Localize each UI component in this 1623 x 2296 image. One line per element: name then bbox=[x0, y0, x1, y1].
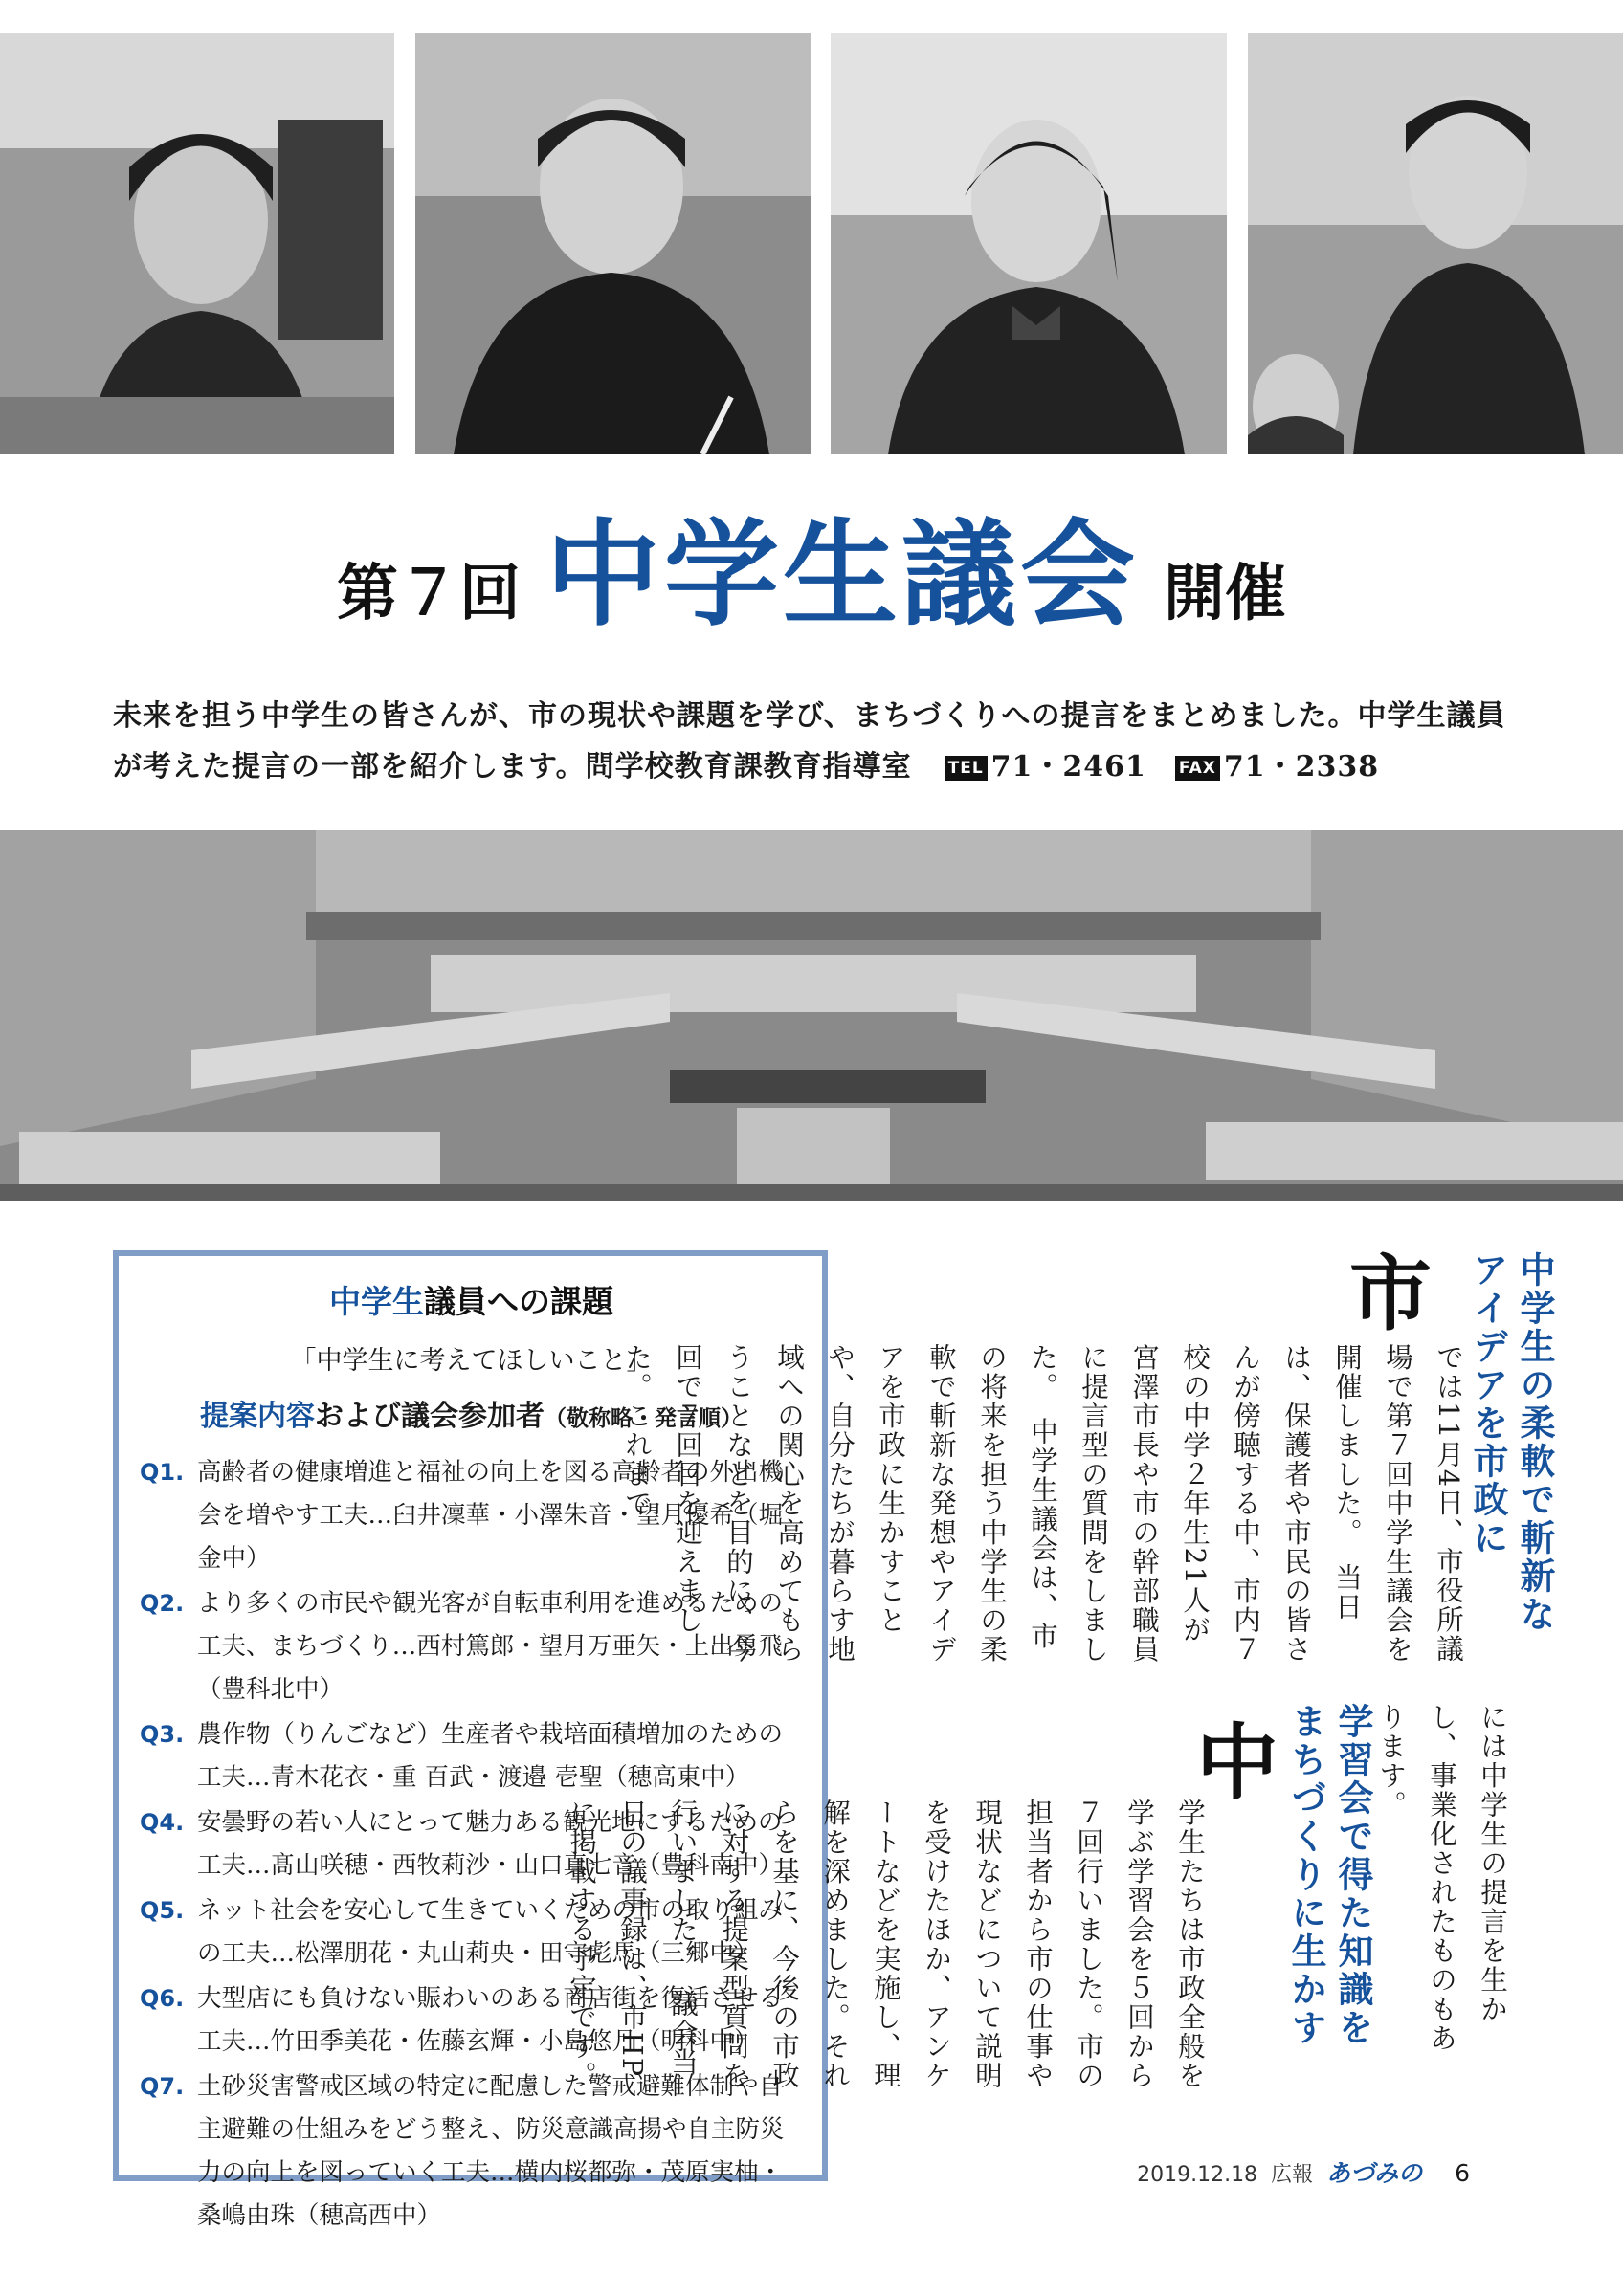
article1-drop-cap: 市 bbox=[1349, 1246, 1432, 1342]
question-text: より多くの市民や観光客が自転車利用を進めるための工夫、まちづくり…西村篤郎・望月万亜矢・上出勇飛（豊科北中） bbox=[197, 1589, 784, 1704]
question-text: 安曇野の若い人にとって魅力ある観光地にするための工夫…髙山咲穂・西牧莉沙・山口真七音（豊科南中） bbox=[197, 1808, 784, 1880]
list-item bbox=[140, 2065, 803, 2238]
question-box-heading-rest: 議員への課題 bbox=[424, 1283, 613, 1320]
question-box-heading-blue: 中学生 bbox=[329, 1283, 424, 1320]
intro-text: 未来を担う中学生の皆さんが、市の現状や課題を学び、まちづくりへの提言をまとめました。中学生議員が考えた提言の一部を紹介します。問学校教育課教育指導室 bbox=[113, 699, 1506, 784]
question-box-heading bbox=[140, 1277, 803, 1322]
question-number: Q3. bbox=[140, 1721, 185, 1748]
list-item bbox=[140, 1713, 803, 1799]
intro-paragraph bbox=[113, 691, 1520, 792]
magazine-label: 広報 bbox=[1271, 2163, 1314, 2187]
question-box-subheading-blue: 提案内容 bbox=[200, 1400, 315, 1433]
question-number: Q6. bbox=[140, 1985, 185, 2012]
question-text: ネット社会を安心して生きていくための市の取り組みの工夫…松澤朋花・丸山莉央・田守彪馬（三郷中） bbox=[197, 1896, 784, 1968]
issue-date: 2019.12.18 bbox=[1137, 2163, 1258, 2187]
assembly-hall-photo bbox=[0, 830, 1623, 1201]
question-number: Q5. bbox=[140, 1897, 185, 1924]
question-text: 農作物（りんごなど）生産者や栽培面積増加のための工夫…青木花衣・重 百武・渡邉 壱聖（穂高東中） bbox=[197, 1720, 784, 1792]
article1-heading: 中学生の柔軟で斬新なアイデアを市政に bbox=[1467, 1251, 1555, 1634]
tel-number: 71・2461 bbox=[990, 750, 1146, 784]
title-prefix: 第７回 bbox=[337, 558, 521, 629]
article2-drop-cap: 中 bbox=[1196, 1714, 1278, 1811]
question-number: Q2. bbox=[140, 1590, 185, 1617]
fax-icon: FAX bbox=[1175, 756, 1220, 781]
question-text: 土砂災害警戒区域の特定に配慮した警戒避難体制や自主避難の仕組みをどう整え、防災意識高揚や自主防災力の向上を図っていく工夫…横内桜都弥・茂原実柚・桑嶋由珠（穂高西中） bbox=[197, 2072, 785, 2230]
question-box-note: （敬称略・発言順） bbox=[545, 1406, 743, 1431]
contact-info bbox=[945, 750, 1379, 784]
question-number: Q4. bbox=[140, 1809, 185, 1836]
page-number: 6 bbox=[1455, 2159, 1470, 2187]
article1-body: では11月4日、市役所議場で第７回中学生議会を開催しました。 当日は、保護者や市民の皆さんが傍聴する中、市内７校の中学２年生21人が宮澤市長や市の幹部職員に提言型の質問をしました。 中学生議会は、市の将来を担う中学生の柔軟で斬新な発想やアイデアを市政に生かすことや、自分たちが暮らす地域への関心を高めてもらうことなどを目的に、今回で７回目を迎えました。これまで bbox=[621, 1343, 1464, 1665]
question-text: 高齢者の健康増進と福祉の向上を図る高齢者の外出機会を増やす工夫…臼井凜華・小澤朱音・望月優希（堀金中） bbox=[197, 1458, 784, 1573]
article2-heading: 学習会で得た知識をまちづくりに生かす bbox=[1285, 1703, 1373, 2047]
question-box-theme: 「中学生に考えてほしいこと」 bbox=[290, 1346, 653, 1376]
student-photo-3 bbox=[831, 33, 1227, 454]
question-number: Q1. bbox=[140, 1459, 185, 1486]
student-photo-4 bbox=[1248, 33, 1623, 454]
magazine-name: あづみの bbox=[1326, 2159, 1423, 2187]
page-footer bbox=[1137, 2154, 1470, 2189]
article2-body: 学生たちは市政全般を学ぶ学習会を５回から７回行いました。市の担当者から市の仕事や現状などについて説明を受けたほか、アンケートなどを実施し、理解を深めました。それらを基に、今後の市政に対する提案型質問を行いました。 議会当日の議事録は、市HPに掲載する予定です。 bbox=[566, 1799, 1206, 2090]
title-main: 中学生議会 bbox=[545, 509, 1139, 642]
article2-continued: には中学生の提言を生かし、事業化されたものもあります。 bbox=[1375, 1703, 1508, 2053]
question-number: Q7. bbox=[140, 2073, 185, 2100]
question-text: 大型店にも負けない賑わいのある商店街を復活させる工夫…竹田季美花・佐藤玄輝・小島悠月（明科中） bbox=[197, 1984, 784, 2056]
question-box-subheading-rest: および議会参加者 bbox=[315, 1400, 545, 1433]
student-photo-2 bbox=[415, 33, 812, 454]
page-title bbox=[0, 483, 1623, 648]
student-photo-1 bbox=[0, 33, 394, 454]
tel-icon: TEL bbox=[945, 756, 988, 781]
title-suffix: 開催 bbox=[1164, 558, 1286, 629]
fax-number: 71・2338 bbox=[1223, 750, 1380, 784]
